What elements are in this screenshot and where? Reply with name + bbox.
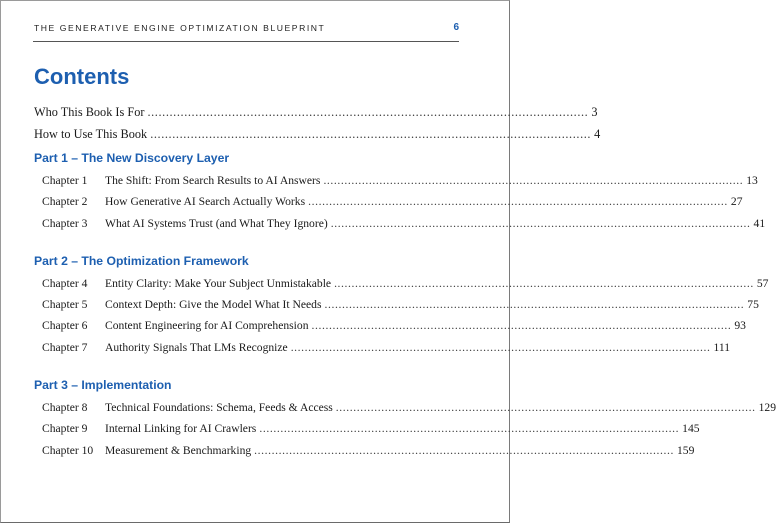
chapter-page: 159 — [676, 444, 695, 457]
chapter-page: 145 — [682, 422, 700, 435]
leader-dots: ........................................................................................................................ — [308, 195, 728, 208]
chapter-page: 41 — [753, 217, 766, 230]
chapter-page: 75 — [747, 298, 759, 311]
leader-dots: ........................................................................................................................ — [324, 298, 745, 311]
toc-chapter-10[interactable] — [42, 444, 695, 460]
toc-entry-page: 4 — [594, 127, 601, 141]
toc-chapter-2[interactable] — [42, 195, 743, 211]
chapter-title: What AI Systems Trust (and What They Ignore) — [105, 217, 328, 230]
leader-dots: ........................................................................................................................ — [290, 341, 711, 354]
toc-entry-title: How to Use This Book — [34, 127, 148, 141]
leader-dots: ........................................................................................................................ — [334, 277, 754, 290]
leader-dots: ........................................................................................................................ — [335, 401, 756, 414]
header-rule — [33, 41, 459, 42]
chapter-number: Chapter 6 — [42, 319, 88, 332]
chapter-page: 57 — [756, 277, 769, 290]
leader-dots: ........................................................................................................................ — [254, 444, 674, 457]
toc-entry-how-to-use[interactable] — [34, 127, 601, 143]
chapter-title: Context Depth: Give the Model What It Needs — [105, 298, 322, 311]
toc-entry-who-this-book-is-for[interactable] — [34, 105, 598, 121]
chapter-title: Authority Signals That LMs Recognize — [105, 341, 288, 354]
chapter-number: Chapter 2 — [42, 195, 88, 208]
chapter-number: Chapter 5 — [42, 298, 88, 311]
leader-dots: ........................................................................................................................ — [311, 319, 732, 332]
leader-dots: ........................................................................................................................ — [150, 127, 592, 141]
chapter-title: The Shift: From Search Results to AI Answers — [105, 174, 321, 187]
chapter-number: Chapter 1 — [42, 174, 88, 187]
chapter-title: Entity Clarity: Make Your Subject Unmistakable — [105, 277, 332, 290]
chapter-number: Chapter 7 — [42, 341, 88, 354]
chapter-page: 13 — [746, 174, 758, 187]
toc-chapter-8[interactable] — [42, 401, 776, 417]
chapter-page: 129 — [758, 401, 776, 414]
contents-heading: Contents — [34, 64, 130, 89]
leader-dots: ........................................................................................................................ — [259, 422, 680, 435]
page-number: 6 — [453, 22, 459, 33]
toc-chapter-7[interactable] — [42, 341, 731, 357]
chapter-title: Technical Foundations: Schema, Feeds & Access — [105, 401, 333, 414]
toc-entry-title: Who This Book Is For — [34, 105, 145, 119]
chapter-number: Chapter 9 — [42, 422, 88, 435]
toc-entry-page: 3 — [591, 105, 598, 119]
part-2-heading[interactable]: Part 2 – The Optimization Framework — [34, 254, 249, 268]
chapter-page: 111 — [713, 341, 731, 354]
toc-chapter-5[interactable] — [42, 298, 759, 314]
toc-chapter-9[interactable] — [42, 422, 700, 438]
chapter-number: Chapter 4 — [42, 277, 88, 290]
chapter-title: How Generative AI Search Actually Works — [105, 195, 306, 208]
part-3-heading[interactable]: Part 3 – Implementation — [34, 378, 172, 392]
toc-chapter-6[interactable] — [42, 319, 746, 335]
leader-dots: ........................................................................................................................ — [330, 217, 751, 230]
running-head — [34, 23, 459, 43]
chapter-title: Internal Linking for AI Crawlers — [105, 422, 257, 435]
chapter-page: 93 — [734, 319, 746, 332]
chapter-page: 27 — [730, 195, 743, 208]
toc-chapter-4[interactable] — [42, 277, 769, 293]
book-title-header: THE GENERATIVE ENGINE OPTIMIZATION BLUEPRINT — [34, 23, 326, 33]
chapter-number: Chapter 8 — [42, 401, 88, 414]
toc-chapter-3[interactable] — [42, 217, 766, 233]
part-1-heading[interactable]: Part 1 – The New Discovery Layer — [34, 151, 230, 165]
chapter-title: Measurement & Benchmarking — [105, 444, 252, 457]
chapter-number: Chapter 10 — [42, 444, 94, 457]
leader-dots: ........................................................................................................................ — [323, 174, 744, 187]
leader-dots: ........................................................................................................................ — [147, 105, 589, 119]
chapter-title: Content Engineering for AI Comprehension — [105, 319, 309, 332]
chapter-number: Chapter 3 — [42, 217, 88, 230]
toc-chapter-1[interactable] — [42, 174, 758, 190]
